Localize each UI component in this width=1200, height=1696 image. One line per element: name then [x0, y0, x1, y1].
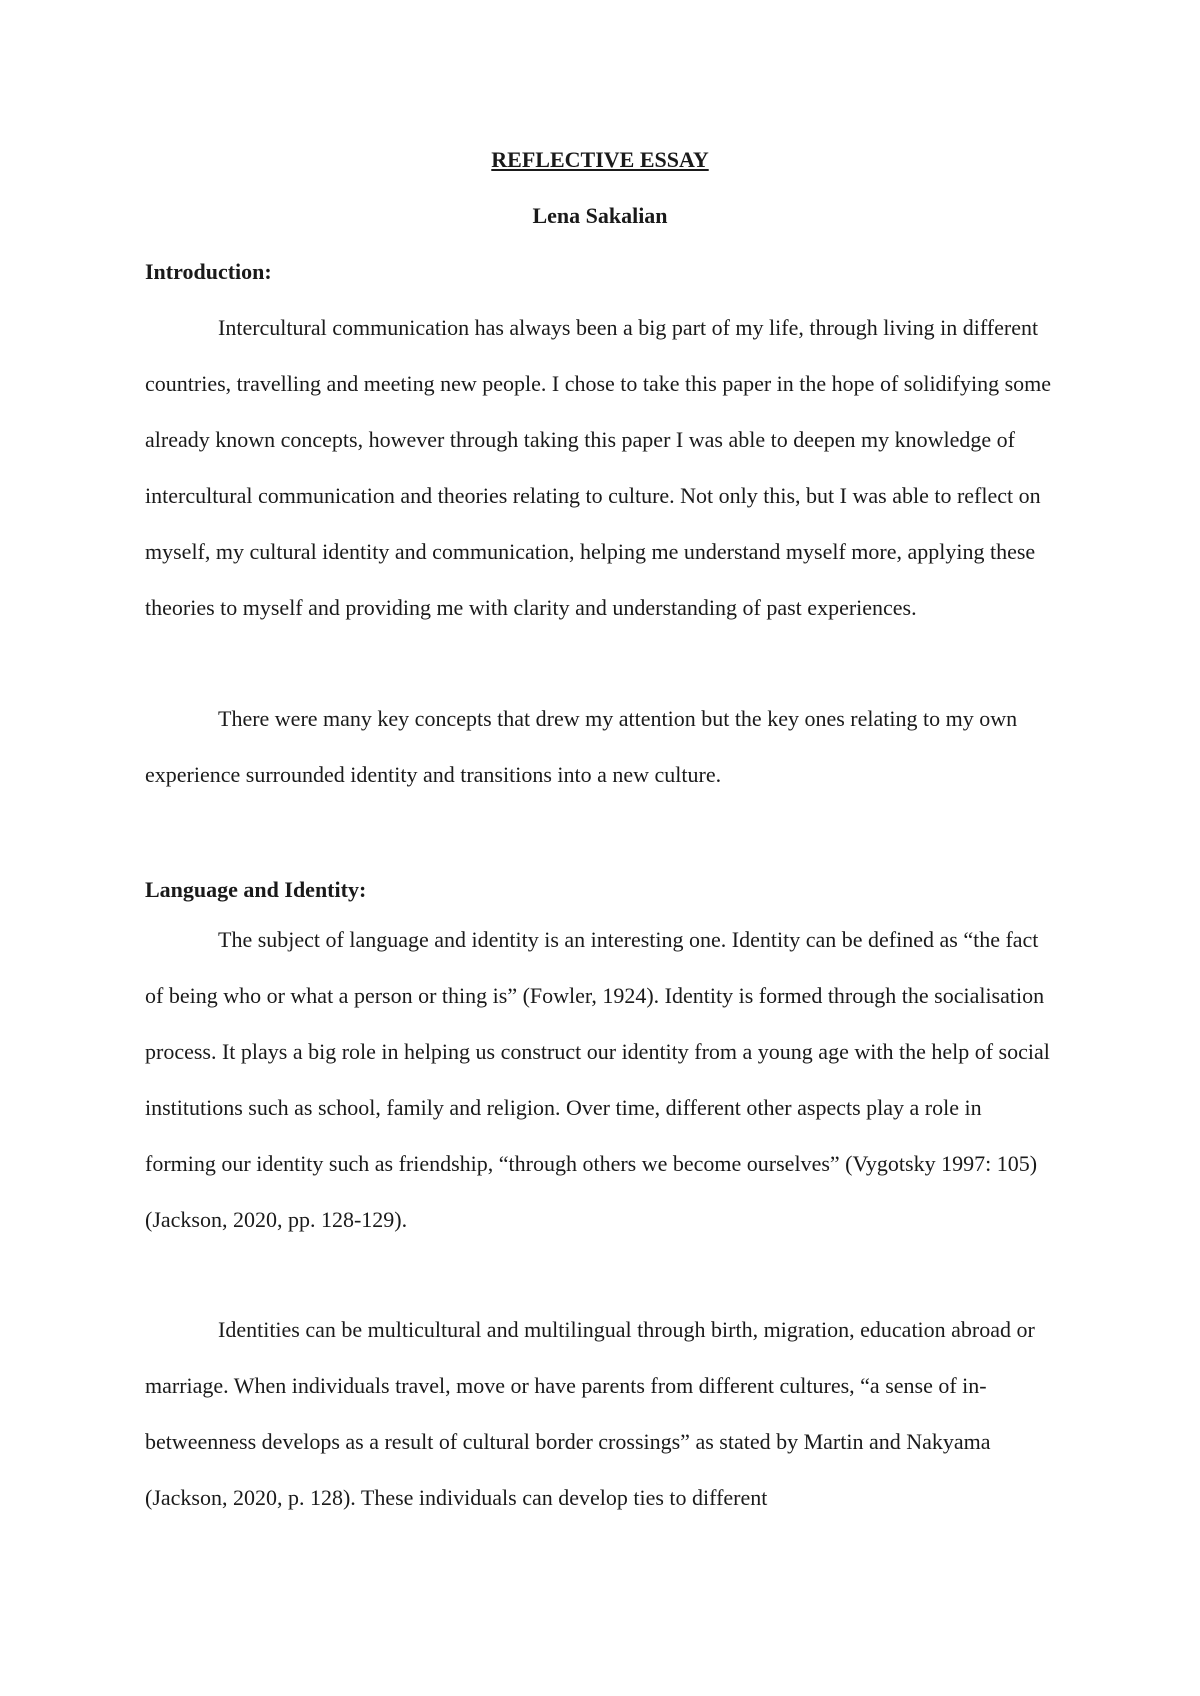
- paragraph: Intercultural communication has always been a big part of my life, through living in different countries, travelling and meeting new people. I chose to take this paper in the hope of solidifying some already known concepts, however through taking this paper I was able to deepen my knowledge of intercultural communication and theories relating to culture. Not only this, but I was able to reflect on myself, my cultural identity and communication, helping me understand myself more, applying these theories to myself and providing me with clarity and understanding of past experiences.: [145, 315, 1052, 620]
- section-heading-introduction: Introduction:: [145, 259, 272, 284]
- section-heading-language-identity: Language and Identity:: [145, 877, 367, 902]
- author-name: Lena Sakalian: [532, 203, 668, 228]
- paragraph: There were many key concepts that drew my attention but the key ones relating to my own experience surrounded identity and transitions into a new culture.: [145, 706, 1018, 787]
- essay-title: REFLECTIVE ESSAY: [491, 147, 709, 172]
- paragraph: The subject of language and identity is an interesting one. Identity can be defined as “the fact of being who or what a person or thing is” (Fowler, 1924). Identity is formed through the socialisation process. It plays a big role in helping us construct our identity from a young age with the help of social institutions such as school, family and religion. Over time, different other aspects play a role in forming our identity such as friendship, “through others we become ourselves” (Vygotsky 1997: 105) (Jackson, 2020, pp. 128-129).: [145, 927, 1050, 1232]
- paragraph: Identities can be multicultural and multilingual through birth, migration, education abroad or marriage. When individuals travel, move or have parents from different cultures, “a sense of in-betweenness develops as a result of cultural border crossings” as stated by Martin and Nakyama (Jackson, 2020, p. 128). These individuals can develop ties to different: [145, 1317, 1035, 1510]
